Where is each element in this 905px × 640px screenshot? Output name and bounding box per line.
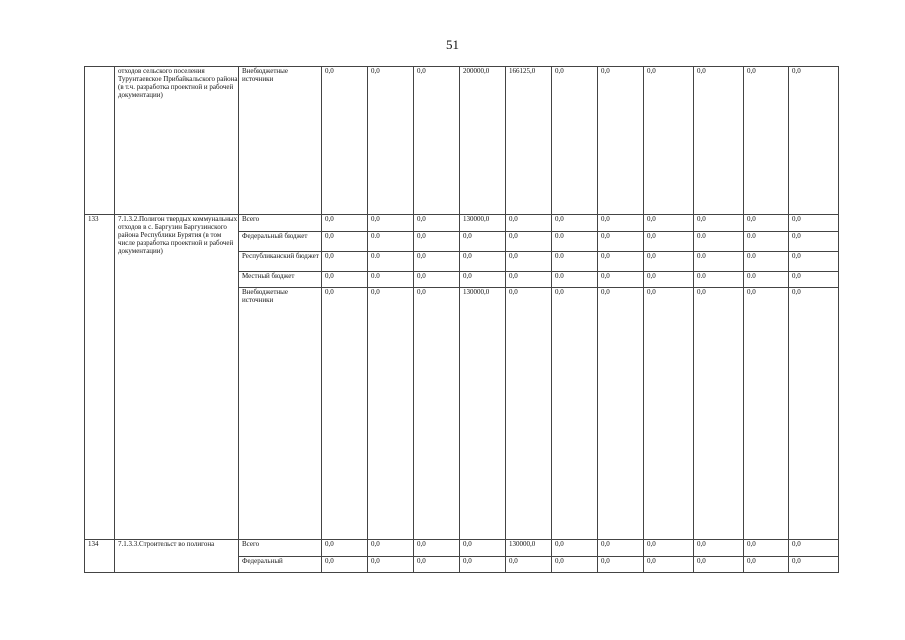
value-cell: 0,0: [644, 215, 694, 232]
value-cell: 0,0: [694, 540, 744, 557]
value-cell: 0,0: [414, 288, 460, 540]
value-cell: 0,0: [322, 272, 368, 288]
value-cell: 0,0: [789, 215, 839, 232]
value-cell: 0,0: [322, 67, 368, 215]
value-cell: 0,0: [414, 232, 460, 252]
value-cell: 0,0: [414, 67, 460, 215]
value-cell: 0,0: [644, 232, 694, 252]
value-cell: 0,0: [694, 288, 744, 540]
value-cell: 0,0: [506, 215, 552, 232]
value-cell: 0.0: [744, 252, 789, 272]
value-cell: 0,0: [368, 540, 414, 557]
value-cell: 0.0: [744, 232, 789, 252]
value-cell: 166125,0: [506, 67, 552, 215]
value-cell: 0,0: [644, 67, 694, 215]
value-cell: 0,0: [506, 252, 552, 272]
value-cell: 0,0: [460, 252, 506, 272]
source-label: Всего: [239, 215, 322, 232]
value-cell: 0,0: [644, 557, 694, 573]
value-cell: 0,0: [414, 252, 460, 272]
value-cell: 0,0: [644, 252, 694, 272]
value-cell: 0,0: [414, 215, 460, 232]
object-name: 7.1.3.3.Строительст во полигона: [115, 540, 239, 573]
value-cell: 0,0: [789, 557, 839, 573]
source-label: Внебюджетные источники: [239, 288, 322, 540]
value-cell: 0.0: [744, 272, 789, 288]
value-cell: 0,0: [744, 288, 789, 540]
value-cell: 130000,0: [506, 540, 552, 557]
row-number: 133: [85, 215, 115, 540]
value-cell: 0,0: [414, 272, 460, 288]
value-cell: 0,0: [694, 215, 744, 232]
value-cell: 0.0: [552, 232, 598, 252]
value-cell: 0.0: [694, 232, 744, 252]
value-cell: 0,0: [744, 67, 789, 215]
value-cell: 0,0: [789, 67, 839, 215]
value-cell: 0.0: [368, 272, 414, 288]
value-cell: 0,0: [598, 557, 644, 573]
value-cell: 0,0: [552, 67, 598, 215]
source-label: Федеральный бюджет: [239, 232, 322, 252]
value-cell: 0,0: [598, 272, 644, 288]
value-cell: 0.0: [694, 252, 744, 272]
value-cell: 0,0: [598, 252, 644, 272]
value-cell: 0,0: [506, 232, 552, 252]
value-cell: 0,0: [744, 557, 789, 573]
value-cell: 0,0: [322, 288, 368, 540]
value-cell: 0,0: [414, 540, 460, 557]
value-cell: 130000,0: [460, 288, 506, 540]
object-name: отходов сельского поселения Турунтаевское Прибайкальского района (в т.ч. разработка проектной и рабочей документации): [115, 67, 239, 215]
value-cell: 130000,0: [460, 215, 506, 232]
value-cell: 0,0: [644, 272, 694, 288]
source-label: Федеральный: [239, 557, 322, 573]
value-cell: 0,0: [598, 67, 644, 215]
value-cell: 0.0: [694, 272, 744, 288]
value-cell: 0.0: [368, 232, 414, 252]
value-cell: 0,0: [598, 288, 644, 540]
value-cell: 0,0: [694, 67, 744, 215]
value-cell: 0.0: [552, 272, 598, 288]
value-cell: 0,0: [368, 67, 414, 215]
value-cell: 0,0: [789, 232, 839, 252]
value-cell: 0,0: [368, 215, 414, 232]
row-number: [85, 67, 115, 215]
row-number: 134: [85, 540, 115, 573]
value-cell: 0,0: [644, 540, 694, 557]
value-cell: 0,0: [552, 557, 598, 573]
value-cell: 0,0: [598, 232, 644, 252]
value-cell: 0,0: [789, 288, 839, 540]
value-cell: 0,0: [552, 288, 598, 540]
value-cell: 0,0: [368, 557, 414, 573]
value-cell: 0,0: [368, 288, 414, 540]
page-number: 51: [446, 37, 459, 52]
object-name: 7.1.3.2.Полигон твердых коммунальных отходов в с. Баргузин Баргузинского района Республики Бурятия (в том числе разработка проектной и рабочей документации): [115, 215, 239, 540]
value-cell: 0,0: [598, 540, 644, 557]
value-cell: 0,0: [322, 252, 368, 272]
value-cell: 0,0: [414, 557, 460, 573]
value-cell: 0,0: [322, 215, 368, 232]
value-cell: 0,0: [744, 215, 789, 232]
value-cell: 0.0: [552, 252, 598, 272]
table-row: [85, 540, 839, 557]
value-cell: 0,0: [552, 540, 598, 557]
value-cell: 200000,0: [460, 67, 506, 215]
value-cell: 0,0: [460, 557, 506, 573]
source-label: Всего: [239, 540, 322, 557]
source-label: Местный бюджет: [239, 272, 322, 288]
source-label: Республиканский бюджет: [239, 252, 322, 272]
value-cell: 0,0: [506, 557, 552, 573]
value-cell: 0,0: [322, 540, 368, 557]
table-row: [85, 215, 839, 232]
value-cell: 0,0: [506, 288, 552, 540]
value-cell: 0.0: [368, 252, 414, 272]
value-cell: 0,0: [694, 557, 744, 573]
value-cell: 0,0: [552, 215, 598, 232]
value-cell: 0,0: [506, 272, 552, 288]
value-cell: 0,0: [322, 557, 368, 573]
value-cell: 0,0: [460, 272, 506, 288]
value-cell: 0,0: [322, 232, 368, 252]
value-cell: 0,0: [789, 252, 839, 272]
value-cell: 0,0: [789, 272, 839, 288]
value-cell: 0,0: [598, 215, 644, 232]
budget-table: [84, 66, 839, 573]
table-row: [85, 67, 839, 215]
value-cell: 0,0: [644, 288, 694, 540]
value-cell: 0,0: [460, 232, 506, 252]
value-cell: 0,0: [744, 540, 789, 557]
value-cell: 0,0: [460, 540, 506, 557]
source-label: Внебюджетные источники: [239, 67, 322, 215]
value-cell: 0,0: [789, 540, 839, 557]
